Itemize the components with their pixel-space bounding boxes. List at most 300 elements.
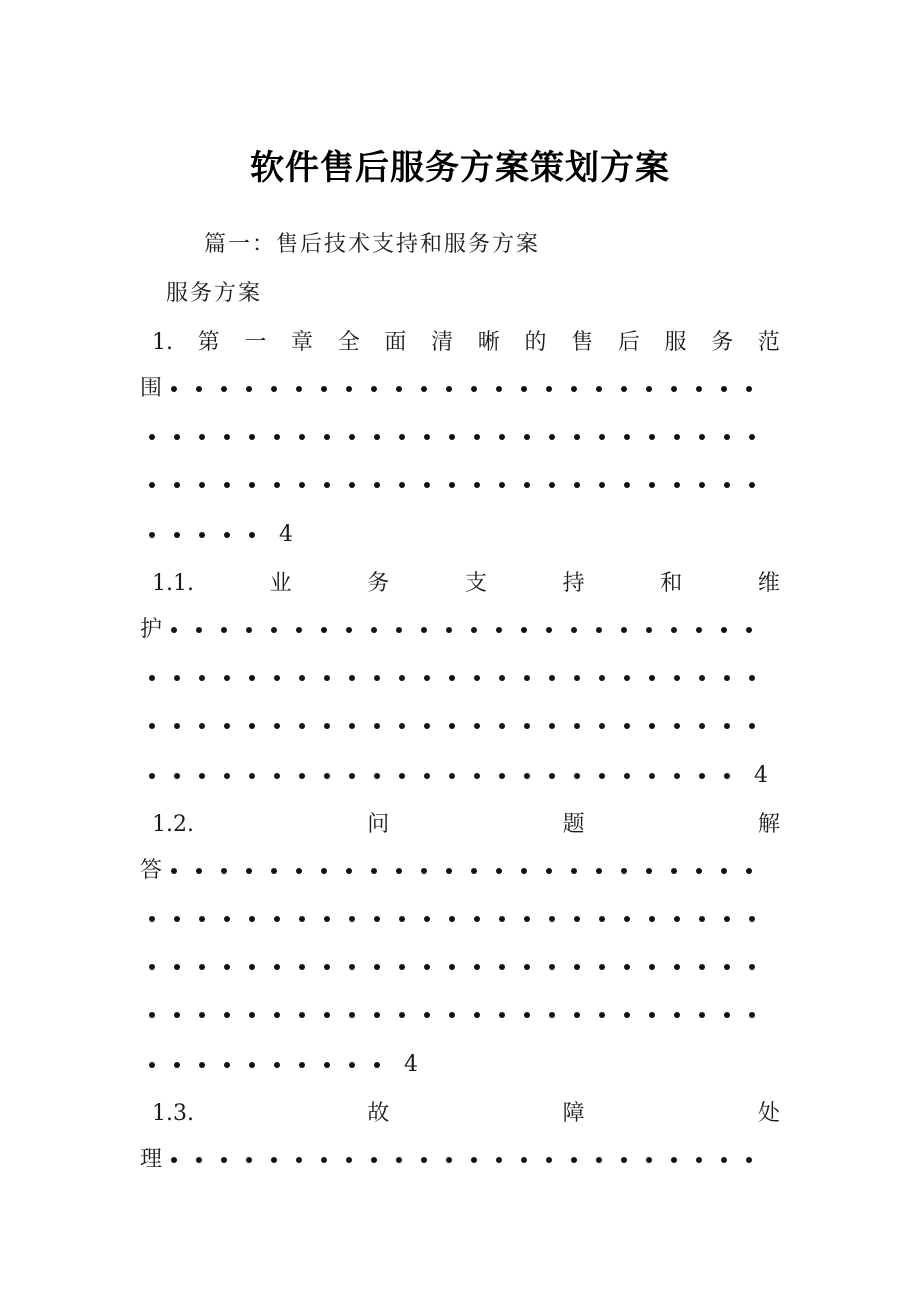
leader-dot — [265, 756, 290, 796]
leader-dot — [490, 706, 515, 746]
dot-leader-line — [140, 658, 780, 698]
leader-dot — [590, 947, 615, 987]
dot-leader-line — [140, 899, 780, 939]
leader-dot — [590, 756, 615, 796]
leader-dot — [740, 947, 765, 987]
leader-dot — [687, 851, 712, 891]
leader-dot — [612, 369, 637, 409]
leader-dot — [215, 756, 240, 796]
toc-heading-char: 章 — [291, 330, 314, 355]
leader-dot — [390, 756, 415, 796]
leader-dot — [715, 995, 740, 1035]
leader-dot — [537, 610, 562, 650]
leader-dot — [515, 465, 540, 505]
leader-dot — [337, 851, 362, 891]
leader-dot — [215, 947, 240, 987]
leader-dot — [662, 851, 687, 891]
leader-dot — [490, 947, 515, 987]
leader-dot — [215, 995, 240, 1035]
leader-dot — [340, 756, 365, 796]
toc-page-number: 4 — [404, 1052, 418, 1077]
leader-dot — [162, 1140, 187, 1180]
leader-dot — [240, 947, 265, 987]
leader-dot — [487, 369, 512, 409]
leader-dot — [390, 947, 415, 987]
leader-dot — [665, 417, 690, 457]
leader-dot — [490, 658, 515, 698]
dot-leader — [162, 1140, 762, 1180]
leader-dot — [715, 465, 740, 505]
leader-dot — [240, 756, 265, 796]
leader-dot — [212, 851, 237, 891]
leader-dot — [190, 899, 215, 939]
leader-dot — [665, 465, 690, 505]
leader-dot — [190, 658, 215, 698]
leader-dot — [337, 1140, 362, 1180]
leader-dot — [237, 851, 262, 891]
leader-dot — [490, 417, 515, 457]
toc-heading-char: 和 — [660, 571, 683, 596]
leader-dot — [612, 1140, 637, 1180]
dot-leader — [162, 369, 762, 409]
leader-dot — [212, 610, 237, 650]
leader-dot — [640, 947, 665, 987]
leader-dot — [365, 417, 390, 457]
leader-dot — [615, 947, 640, 987]
leader-dot — [412, 1140, 437, 1180]
leader-dot — [190, 465, 215, 505]
toc-entry-1-3-leader-line — [140, 1140, 780, 1180]
leader-dot — [515, 995, 540, 1035]
leader-dot — [640, 658, 665, 698]
leader-dot — [662, 369, 687, 409]
toc-entry-1-1-page-line — [140, 756, 780, 796]
toc-heading-char: 解 — [757, 812, 780, 837]
leader-dot — [665, 756, 690, 796]
leader-dot — [690, 995, 715, 1035]
leader-dot — [315, 756, 340, 796]
leader-dot — [615, 899, 640, 939]
leader-dot — [615, 417, 640, 457]
leader-dot — [387, 851, 412, 891]
leader-dot — [262, 610, 287, 650]
leader-dot — [565, 947, 590, 987]
leader-dot — [162, 369, 187, 409]
dot-leader — [162, 851, 762, 891]
leader-dot — [215, 417, 240, 457]
leader-dot — [740, 417, 765, 457]
leader-dot — [365, 706, 390, 746]
leader-dot — [315, 706, 340, 746]
leader-dot — [315, 899, 340, 939]
leader-dot — [290, 465, 315, 505]
toc-heading-char: 务 — [367, 571, 390, 596]
leader-dot — [190, 947, 215, 987]
leader-dot — [315, 658, 340, 698]
document-title: 软件售后服务方案策划方案 — [250, 148, 670, 188]
toc-heading-char: 售 — [571, 330, 594, 355]
toc-heading-char: 维 — [757, 571, 780, 596]
leader-dot — [490, 465, 515, 505]
leader-dot — [287, 369, 312, 409]
toc-heading-char: 持 — [562, 571, 585, 596]
leader-dot — [140, 465, 165, 505]
toc-heading-char: 第 — [197, 330, 220, 355]
toc-heading-char: 故 — [367, 1101, 390, 1126]
leader-dot — [315, 1045, 340, 1085]
leader-dot — [240, 1045, 265, 1085]
subtitle: 篇一：售后技术支持和服务方案 — [204, 232, 541, 257]
toc-heading-char: 业 — [269, 571, 292, 596]
leader-dot — [715, 658, 740, 698]
leader-dot — [487, 851, 512, 891]
leader-dot — [465, 947, 490, 987]
leader-dot — [562, 369, 587, 409]
leader-dot — [537, 369, 562, 409]
leader-dot — [462, 1140, 487, 1180]
leader-dot — [165, 515, 190, 555]
leader-dot — [515, 417, 540, 457]
leader-dot — [465, 417, 490, 457]
toc-entry-1-1-heading-line — [140, 564, 780, 604]
leader-dot — [562, 1140, 587, 1180]
leader-dot — [365, 899, 390, 939]
leader-dot — [187, 610, 212, 650]
leader-dot — [690, 417, 715, 457]
leader-dot — [712, 369, 737, 409]
dot-leader — [140, 995, 765, 1035]
leader-dot — [637, 1140, 662, 1180]
leader-dot — [165, 658, 190, 698]
leader-dot — [165, 417, 190, 457]
leader-dot — [262, 851, 287, 891]
leader-dot — [512, 1140, 537, 1180]
leader-dot — [290, 947, 315, 987]
leader-dot — [640, 706, 665, 746]
toc-heading-char: 一 — [244, 330, 267, 355]
leader-dot — [415, 756, 440, 796]
leader-dot — [340, 658, 365, 698]
leader-dot — [437, 610, 462, 650]
leader-dot — [515, 706, 540, 746]
leader-dot — [637, 610, 662, 650]
leader-dot — [612, 851, 637, 891]
leader-dot — [590, 706, 615, 746]
leader-dot — [540, 465, 565, 505]
leader-dot — [312, 369, 337, 409]
leader-dot — [490, 899, 515, 939]
leader-dot — [615, 995, 640, 1035]
toc-heading-char: 题 — [562, 812, 585, 837]
leader-dot — [715, 947, 740, 987]
leader-dot — [637, 369, 662, 409]
leader-dot — [487, 610, 512, 650]
leader-dot — [565, 706, 590, 746]
toc-entry-1-2-leader-line — [140, 851, 780, 891]
dot-leader — [140, 658, 765, 698]
leader-dot — [715, 417, 740, 457]
dot-leader-line — [140, 417, 780, 457]
leader-dot — [715, 706, 740, 746]
leader-dot — [237, 1140, 262, 1180]
leader-dot — [240, 515, 265, 555]
toc-entry-1-heading-line — [140, 323, 780, 363]
leader-dot — [540, 995, 565, 1035]
leader-dot — [315, 465, 340, 505]
leader-dot — [265, 947, 290, 987]
leader-dot — [737, 610, 762, 650]
leader-dot — [590, 995, 615, 1035]
toc-heading-char: 问 — [367, 812, 390, 837]
leader-dot — [165, 899, 190, 939]
leader-dot — [140, 658, 165, 698]
leader-dot — [737, 369, 762, 409]
toc-entry-number: 1.1. — [152, 571, 194, 596]
leader-dot — [315, 947, 340, 987]
leader-dot — [290, 658, 315, 698]
leader-dot — [690, 465, 715, 505]
leader-dot — [465, 995, 490, 1035]
leader-dot — [665, 658, 690, 698]
section-label: 服务方案 — [166, 281, 263, 306]
leader-dot — [437, 1140, 462, 1180]
leader-dot — [615, 465, 640, 505]
toc-heading-char: 清 — [431, 330, 454, 355]
leader-dot — [712, 851, 737, 891]
leader-dot — [415, 995, 440, 1035]
leader-dot — [462, 610, 487, 650]
leader-dot — [590, 417, 615, 457]
leader-dot — [240, 417, 265, 457]
leader-dot — [690, 756, 715, 796]
leader-dot — [312, 610, 337, 650]
leader-dot — [440, 706, 465, 746]
leader-dot — [265, 995, 290, 1035]
dot-leader-line — [140, 947, 780, 987]
leader-dot — [640, 417, 665, 457]
leader-dot — [187, 851, 212, 891]
leader-dot — [715, 899, 740, 939]
leader-dot — [190, 995, 215, 1035]
leader-dot — [737, 851, 762, 891]
leader-dot — [362, 369, 387, 409]
leader-dot — [362, 1140, 387, 1180]
leader-dot — [490, 995, 515, 1035]
toc-heading-wrap-char: 围 — [140, 376, 163, 401]
leader-dot — [387, 369, 412, 409]
leader-dot — [512, 851, 537, 891]
dot-leader-line — [140, 706, 780, 746]
leader-dot — [237, 369, 262, 409]
leader-dot — [290, 756, 315, 796]
leader-dot — [737, 1140, 762, 1180]
leader-dot — [215, 658, 240, 698]
leader-dot — [687, 610, 712, 650]
leader-dot — [187, 369, 212, 409]
leader-dot — [690, 706, 715, 746]
leader-dot — [215, 706, 240, 746]
leader-dot — [415, 706, 440, 746]
leader-dot — [415, 465, 440, 505]
leader-dot — [465, 465, 490, 505]
leader-dot — [390, 417, 415, 457]
leader-dot — [340, 947, 365, 987]
toc-entry-number: 1.3. — [152, 1101, 194, 1126]
leader-dot — [690, 899, 715, 939]
leader-dot — [162, 851, 187, 891]
leader-dot — [390, 706, 415, 746]
toc-entry-1-2-heading-line — [140, 805, 780, 845]
leader-dot — [412, 851, 437, 891]
leader-dot — [165, 1045, 190, 1085]
leader-dot — [312, 851, 337, 891]
leader-dot — [390, 995, 415, 1035]
toc-heading-char: 的 — [524, 330, 547, 355]
leader-dot — [512, 369, 537, 409]
leader-dot — [440, 417, 465, 457]
leader-dot — [640, 756, 665, 796]
leader-dot — [490, 756, 515, 796]
leader-dot — [437, 851, 462, 891]
leader-dot — [440, 947, 465, 987]
leader-dot — [590, 899, 615, 939]
dot-leader — [140, 515, 265, 555]
leader-dot — [140, 756, 165, 796]
dot-leader — [140, 899, 765, 939]
leader-dot — [687, 369, 712, 409]
leader-dot — [565, 756, 590, 796]
leader-dot — [165, 995, 190, 1035]
leader-dot — [437, 369, 462, 409]
leader-dot — [365, 756, 390, 796]
leader-dot — [587, 851, 612, 891]
leader-dot — [240, 465, 265, 505]
leader-dot — [362, 610, 387, 650]
leader-dot — [415, 899, 440, 939]
leader-dot — [187, 1140, 212, 1180]
toc-entry-1-page-line — [140, 515, 780, 555]
leader-dot — [262, 1140, 287, 1180]
leader-dot — [290, 1045, 315, 1085]
leader-dot — [740, 706, 765, 746]
leader-dot — [540, 756, 565, 796]
leader-dot — [212, 1140, 237, 1180]
leader-dot — [512, 610, 537, 650]
leader-dot — [462, 369, 487, 409]
leader-dot — [587, 610, 612, 650]
leader-dot — [487, 1140, 512, 1180]
leader-dot — [565, 995, 590, 1035]
toc-page-number: 4 — [754, 763, 768, 788]
leader-dot — [240, 706, 265, 746]
dot-leader — [140, 417, 765, 457]
leader-dot — [140, 1045, 165, 1085]
leader-dot — [662, 610, 687, 650]
leader-dot — [565, 899, 590, 939]
leader-dot — [337, 369, 362, 409]
leader-dot — [340, 465, 365, 505]
toc-entry-1-2-page-line — [140, 1045, 780, 1085]
leader-dot — [665, 899, 690, 939]
leader-dot — [462, 851, 487, 891]
leader-dot — [165, 947, 190, 987]
leader-dot — [515, 658, 540, 698]
leader-dot — [140, 706, 165, 746]
dot-leader — [140, 947, 765, 987]
leader-dot — [640, 899, 665, 939]
leader-dot — [440, 899, 465, 939]
toc-heading-char: 晰 — [477, 330, 500, 355]
leader-dot — [740, 995, 765, 1035]
leader-dot — [265, 417, 290, 457]
leader-dot — [537, 1140, 562, 1180]
leader-dot — [590, 658, 615, 698]
leader-dot — [665, 947, 690, 987]
leader-dot — [237, 610, 262, 650]
leader-dot — [140, 899, 165, 939]
leader-dot — [312, 1140, 337, 1180]
leader-dot — [540, 947, 565, 987]
leader-dot — [562, 610, 587, 650]
leader-dot — [290, 706, 315, 746]
toc-heading-char: 处 — [757, 1101, 780, 1126]
leader-dot — [712, 1140, 737, 1180]
leader-dot — [390, 658, 415, 698]
leader-dot — [365, 947, 390, 987]
leader-dot — [565, 465, 590, 505]
leader-dot — [337, 610, 362, 650]
leader-dot — [165, 756, 190, 796]
toc-entry-number: 1. — [152, 330, 173, 355]
toc-heading-char: 面 — [384, 330, 407, 355]
leader-dot — [465, 706, 490, 746]
leader-dot — [637, 851, 662, 891]
leader-dot — [290, 899, 315, 939]
toc-heading-char: 全 — [337, 330, 360, 355]
leader-dot — [265, 899, 290, 939]
leader-dot — [215, 515, 240, 555]
leader-dot — [562, 851, 587, 891]
leader-dot — [165, 465, 190, 505]
leader-dot — [540, 417, 565, 457]
toc-heading-char: 支 — [464, 571, 487, 596]
leader-dot — [662, 1140, 687, 1180]
leader-dot — [340, 706, 365, 746]
leader-dot — [262, 369, 287, 409]
leader-dot — [615, 706, 640, 746]
toc-heading-char: 后 — [617, 330, 640, 355]
leader-dot — [665, 706, 690, 746]
leader-dot — [587, 1140, 612, 1180]
leader-dot — [587, 369, 612, 409]
leader-dot — [365, 658, 390, 698]
leader-dot — [240, 658, 265, 698]
leader-dot — [640, 995, 665, 1035]
leader-dot — [215, 465, 240, 505]
leader-dot — [440, 995, 465, 1035]
leader-dot — [390, 899, 415, 939]
leader-dot — [715, 756, 740, 796]
toc-entry-1-leader-line — [140, 369, 780, 409]
leader-dot — [140, 995, 165, 1035]
leader-dot — [640, 465, 665, 505]
leader-dot — [240, 899, 265, 939]
leader-dot — [440, 658, 465, 698]
leader-dot — [712, 610, 737, 650]
leader-dot — [240, 995, 265, 1035]
leader-dot — [215, 1045, 240, 1085]
leader-dot — [340, 1045, 365, 1085]
